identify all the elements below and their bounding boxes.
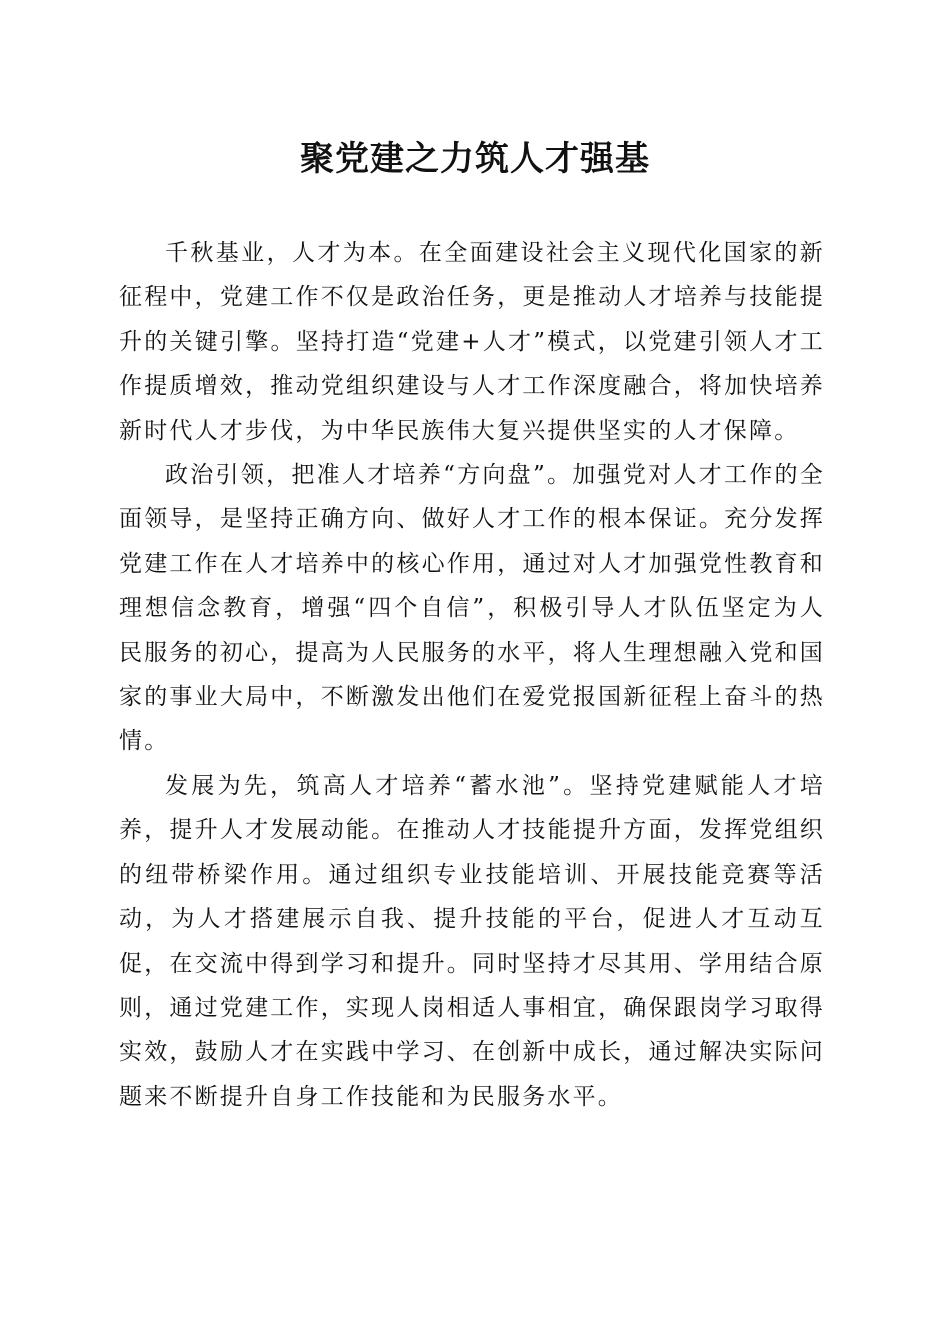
paragraph: 发展为先，筑高人才培养“蓄水池”。坚持党建赋能人才培养，提升人才发展动能。在推动人才技能提升方面，发挥党组织的纽带桥梁作用。通过组织专业技能培训、开展技能竞赛等活动，为人才搭建展示自我、提升技能的平台，促进人才互动互促，在交流中得到学习和提升。同时坚持才尽其用、学用结合原则，通过党建工作，实现人岗相适人事相宜，确保跟岗学习取得实效，鼓励人才在实践中学习、在创新中成长，通过解决实际问题来不断提升自身工作技能和为民服务水平。 [119,772,825,1110]
paragraph: 政治引领，把准人才培养“方向盘”。加强党对人才工作的全面领导，是坚持正确方向、做好人才工作的根本保证。充分发挥党建工作在人才培养中的核心作用，通过对人才加强党性教育和理想信念教育，增强“四个自信”，积极引导人才队伍坚定为人民服务的初心，提高为人民服务的水平，将人生理想融入党和国家的事业大局中，不断激发出他们在爱党报国新征程上奋斗的热情。 [119,462,825,755]
document-title: 聚党建之力筑人才强基 [300,139,650,179]
document-body [119,231,825,1119]
paragraph: 千秋基业，人才为本。在全面建设社会主义现代化国家的新征程中，党建工作不仅是政治任务，更是推动人才培养与技能提升的关键引擎。坚持打造“党建+人才”模式，以党建引领人才工作提质增效，推动党组织建设与人才工作深度融合，将加快培养新时代人才步伐，为中华民族伟大复兴提供坚实的人才保障。 [119,240,825,444]
